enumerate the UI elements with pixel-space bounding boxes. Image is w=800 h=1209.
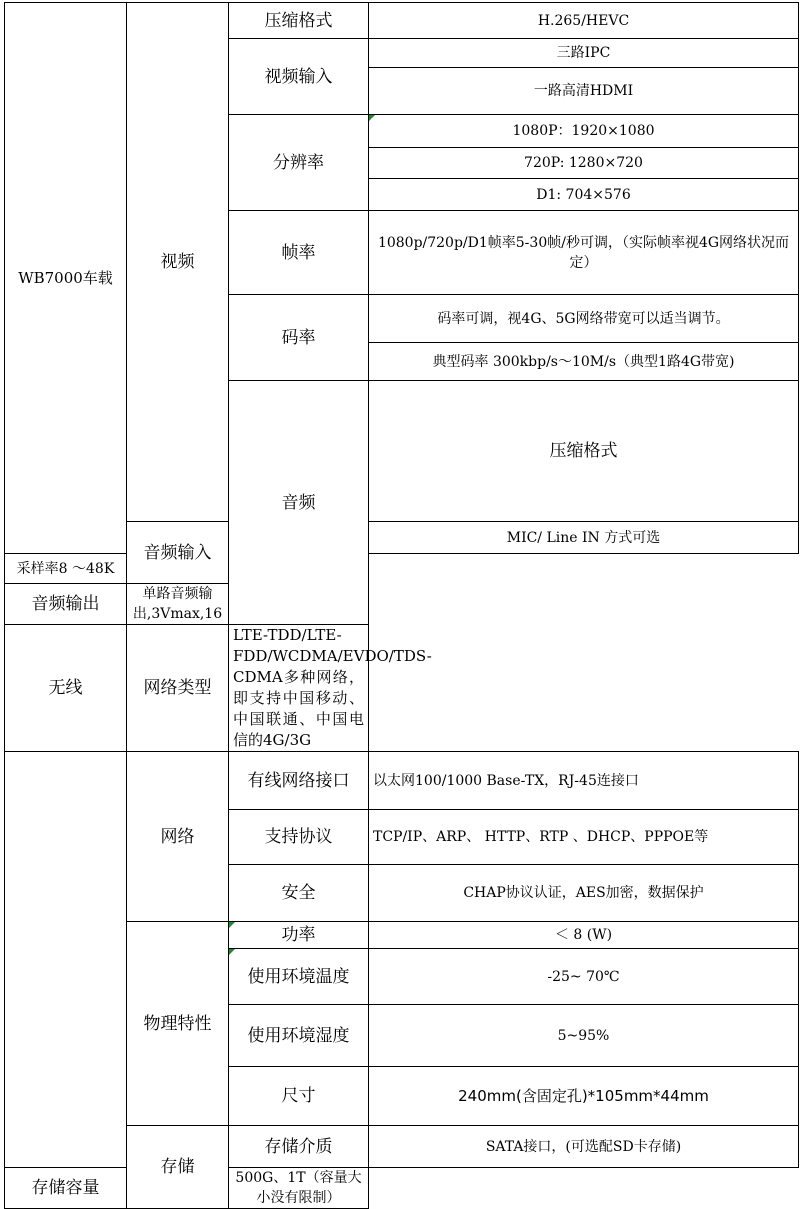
- label-security: 安全: [229, 865, 369, 922]
- table-row: [5, 3, 799, 39]
- label-power: 功率: [229, 922, 369, 949]
- value-security: CHAP协议认证，AES加密，数据保护: [369, 865, 799, 922]
- value-video-input-hdmi: 一路高清HDMI: [369, 68, 799, 115]
- value-protocols: TCP/IP、ARP、 HTTP、RTP 、DHCP、PPPOE等: [369, 810, 799, 865]
- label-resolution: 分辨率: [229, 115, 369, 211]
- value-video-input-ipc: 三路IPC: [369, 39, 799, 68]
- table-row: [5, 1168, 799, 1209]
- label-storage-capacity: 存储容量: [5, 1168, 127, 1209]
- product-cell-continuation: [5, 752, 127, 1168]
- product-name: WB7000车载: [5, 3, 127, 554]
- category-physical: 物理特性: [127, 922, 229, 1126]
- value-wired-interface: 以太网100/1000 Base-TX，RJ-45连接口: [369, 752, 799, 810]
- label-audio-output: 音频输出: [5, 584, 127, 625]
- value-storage-medium: SATA接口，(可选配SD卡存储): [369, 1126, 799, 1168]
- label-network-type: 网络类型: [127, 625, 229, 752]
- label-humidity: 使用环境湿度: [229, 1005, 369, 1067]
- category-audio: 音频: [229, 381, 369, 625]
- value-bitrate-typical: 典型码率 300kbp/s～10M/s（典型1路4G带宽): [369, 343, 799, 381]
- spec-table: [4, 2, 799, 1209]
- value-bitrate-adjustable: 码率可调，视4G、5G网络带宽可以适当调节。: [369, 295, 799, 343]
- table-row: [5, 752, 799, 810]
- value-video-compression: H.265/HEVC: [369, 3, 799, 39]
- label-video-compression: 压缩格式: [229, 3, 369, 39]
- label-framerate: 帧率: [229, 211, 369, 295]
- table-row: [5, 554, 799, 584]
- value-resolution-d1: D1: 704×576: [369, 179, 799, 211]
- value-audio-sample-rate: 采样率8 ～48K: [5, 554, 127, 584]
- label-protocols: 支持协议: [229, 810, 369, 865]
- label-bitrate: 码率: [229, 295, 369, 381]
- table-row: [5, 625, 799, 752]
- label-wired-interface: 有线网络接口: [229, 752, 369, 810]
- value-size: 240mm(含固定孔)*105mm*44mm: [369, 1067, 799, 1126]
- value-network-type: LTE-TDD/LTE-FDD/WCDMA/EVDO/TDS-CDMA多种网络，即支持中国移动、中国联通、中国电信的4G/3G: [229, 625, 369, 752]
- value-resolution-720p: 720P: 1280×720: [369, 148, 799, 179]
- category-wireless: 无线: [5, 625, 127, 752]
- value-framerate: 1080p/720p/D1帧率5-30帧/秒可调，（实际帧率视4G网络状况而定）: [369, 211, 799, 295]
- value-temperature: -25~ 70℃: [369, 949, 799, 1005]
- label-storage-medium: 存储介质: [229, 1126, 369, 1168]
- category-video: 视频: [127, 3, 229, 522]
- label-video-input: 视频输入: [229, 39, 369, 115]
- value-power: ＜ 8 (W): [369, 922, 799, 949]
- value-audio-output: 单路音频输出,3Vmax,16: [127, 584, 229, 625]
- table-row: [5, 584, 799, 625]
- label-audio-compression: 压缩格式: [369, 381, 799, 522]
- category-network: 网络: [127, 752, 229, 922]
- value-storage-capacity: 500G、1T（容量大小没有限制）: [229, 1168, 369, 1209]
- label-audio-input: 音频输入: [127, 522, 229, 584]
- label-size: 尺寸: [229, 1067, 369, 1126]
- value-audio-input-mode: MIC/ Line IN 方式可选: [369, 522, 799, 554]
- label-temperature: 使用环境温度: [229, 949, 369, 1005]
- category-storage: 存储: [127, 1126, 229, 1209]
- value-resolution-1080p: 1080P：1920×1080: [369, 115, 799, 148]
- value-humidity: 5~95%: [369, 1005, 799, 1067]
